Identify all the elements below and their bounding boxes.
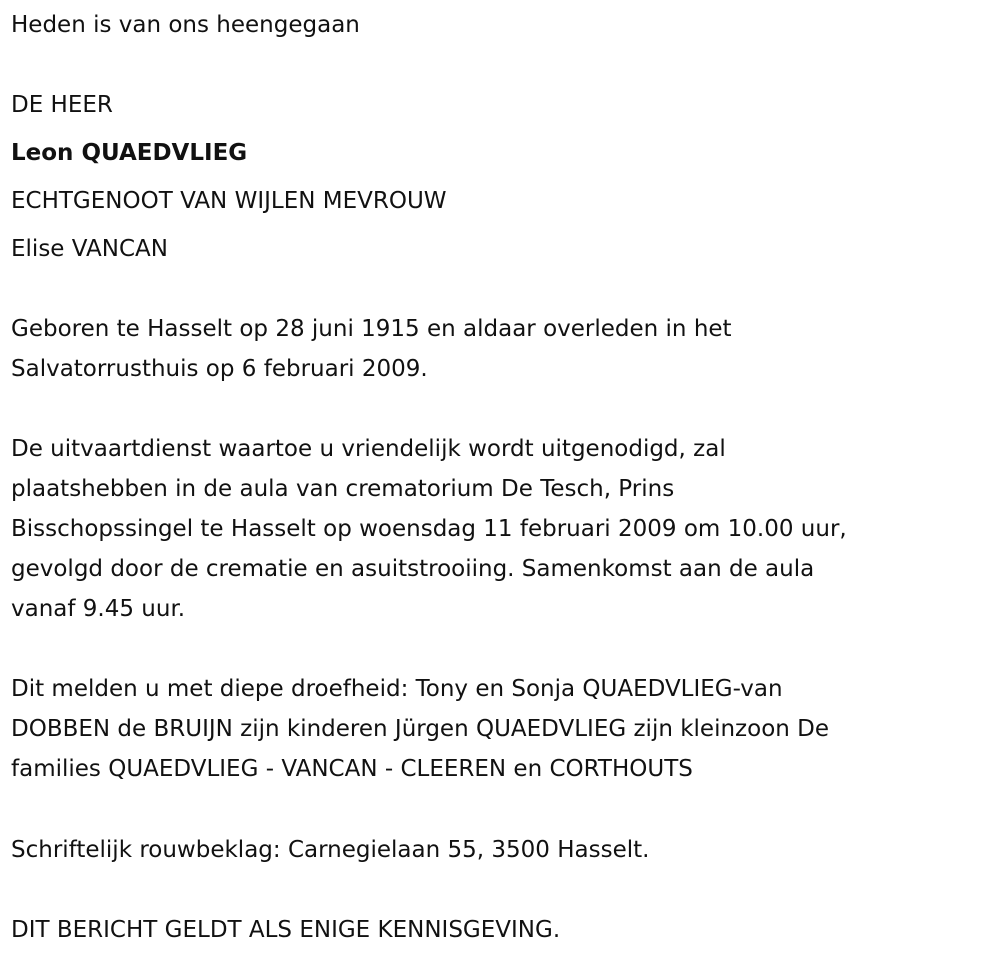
spouse-name: Elise VANCAN [11, 236, 168, 262]
service-line: plaatshebben in de aula van crematorium De Tesch, Prins [11, 476, 675, 502]
spouse-label: ECHTGENOOT VAN WIJLEN MEVROUW [11, 188, 447, 214]
service-line: Bisschopssingel te Hasselt op woensdag 11 februari 2009 om 10.00 uur, [11, 516, 847, 542]
notice-line: DIT BERICHT GELDT ALS ENIGE KENNISGEVING. [11, 917, 561, 943]
deceased-name: Leon QUAEDVLIEG [11, 140, 248, 166]
title-line: DE HEER [11, 92, 113, 118]
birth-line: Salvatorrusthuis op 6 februari 2009. [11, 356, 428, 382]
birth-line: Geboren te Hasselt op 28 juni 1915 en aldaar overleden in het [11, 316, 732, 342]
intro-line: Heden is van ons heengegaan [11, 12, 360, 38]
service-line: gevolgd door de crematie en asuitstrooiing. Samenkomst aan de aula [11, 556, 815, 582]
family-line: Dit melden u met diepe droefheid: Tony en Sonja QUAEDVLIEG-van [11, 676, 783, 702]
service-line: De uitvaartdienst waartoe u vriendelijk wordt uitgenodigd, zal [11, 436, 726, 462]
family-line: DOBBEN de BRUIJN zijn kinderen Jürgen QUAEDVLIEG zijn kleinzoon De [11, 716, 830, 742]
condolence-address: Schriftelijk rouwbeklag: Carnegielaan 55, 3500 Hasselt. [11, 837, 650, 863]
family-line: families QUAEDVLIEG - VANCAN - CLEEREN en CORTHOUTS [11, 756, 693, 782]
service-line: vanaf 9.45 uur. [11, 596, 186, 622]
